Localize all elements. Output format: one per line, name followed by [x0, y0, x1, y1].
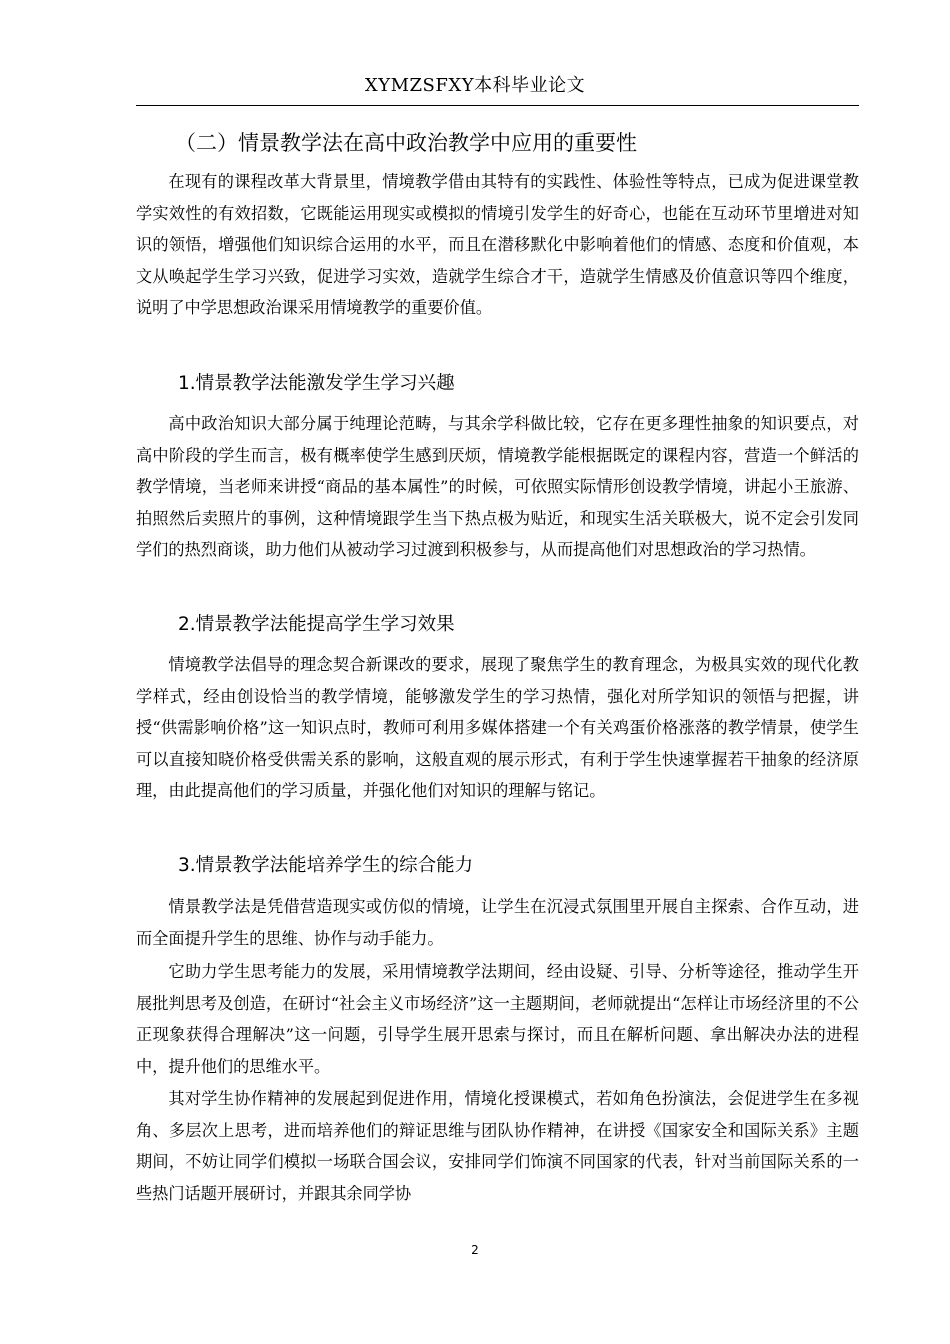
- subsection-1-paragraph-1: 高中政治知识大部分属于纯理论范畴，与其余学科做比较，它存在更多理性抽象的知识要点，对高中阶段的学生而言，极有概率使学生感到厌烦，情境教学能根据既定的课程内容，营造一个鲜活的教学情境，当老师来讲授“商品的基本属性”的时候，可依照实际情形创设教学情境，讲起小王旅游、拍照然后卖照片的事例，这种情境跟学生当下热点极为贴近，和现实生活关联极大，说不定会引发同学们的热烈商谈，助力他们从被动学习过渡到积极参与，从而提高他们对思想政治的学习热情。: [136, 414, 859, 559]
- subsection-2-title: 2.情景教学法能提高学生学习效果: [178, 614, 455, 635]
- header-rule: [136, 105, 859, 106]
- subsection-3-paragraph-1: 情景教学法是凭借营造现实或仿似的情境，让学生在沉浸式氛围里开展自主探索、合作互动，进而全面提升学生的思维、协作与动手能力。: [136, 897, 859, 948]
- page-number: 2: [471, 1243, 479, 1257]
- subsection-1-title: 1.情景教学法能激发学生学习兴趣: [178, 373, 455, 394]
- section-intro-paragraph: 在现有的课程改革大背景里，情境教学借由其特有的实践性、体验性等特点，已成为促进课堂教学实效性的有效招数，它既能运用现实或模拟的情境引发学生的好奇心，也能在互动环节里增进对知识的领悟，增强他们知识综合运用的水平，而且在潜移默化中影响着他们的情感、态度和价值观，本文从唤起学生学习兴致，促进学习实效，造就学生综合才干，造就学生情感及价值意识等四个维度，说明了中学思想政治课采用情境教学的重要价值。: [136, 172, 859, 317]
- section-title: （二）情景教学法在高中政治教学中应用的重要性: [175, 131, 637, 155]
- subsection-3-paragraph-2: 它助力学生思考能力的发展，采用情境教学法期间，经由设疑、引导、分析等途径，推动学生开展批判思考及创造，在研讨“社会主义市场经济”这一主题期间，老师就提出“怎样让市场经济里的不公正现象获得合理解决”这一问题，引导学生展开思索与探讨，而且在解析问题、拿出解决办法的进程中，提升他们的思维水平。: [136, 962, 859, 1076]
- running-header: XYMZSFXY本科毕业论文: [364, 75, 586, 96]
- subsection-2-paragraph-1: 情境教学法倡导的理念契合新课改的要求，展现了聚焦学生的教育理念，为极具实效的现代化教学样式，经由创设恰当的教学情境，能够激发学生的学习热情，强化对所学知识的领悟与把握，讲授“供需影响价格”这一知识点时，教师可利用多媒体搭建一个有关鸡蛋价格涨落的教学情景，使学生可以直接知晓价格受供需关系的影响，这般直观的展示形式，有利于学生快速掌握若干抽象的经济原理，由此提高他们的学习质量，并强化他们对知识的理解与铭记。: [136, 655, 859, 800]
- subsection-3-paragraph-3: 其对学生协作精神的发展起到促进作用，情境化授课模式，若如角色扮演法，会促进学生在多视角、多层次上思考，进而培养他们的辩证思维与团队协作精神，在讲授《国家安全和国际关系》主题期间，不妨让同学们模拟一场联合国会议，安排同学们饰演不同国家的代表，针对当前国际关系的一些热门话题开展研讨，并跟其余同学协: [136, 1089, 859, 1203]
- subsection-3-title: 3.情景教学法能培养学生的综合能力: [178, 855, 474, 876]
